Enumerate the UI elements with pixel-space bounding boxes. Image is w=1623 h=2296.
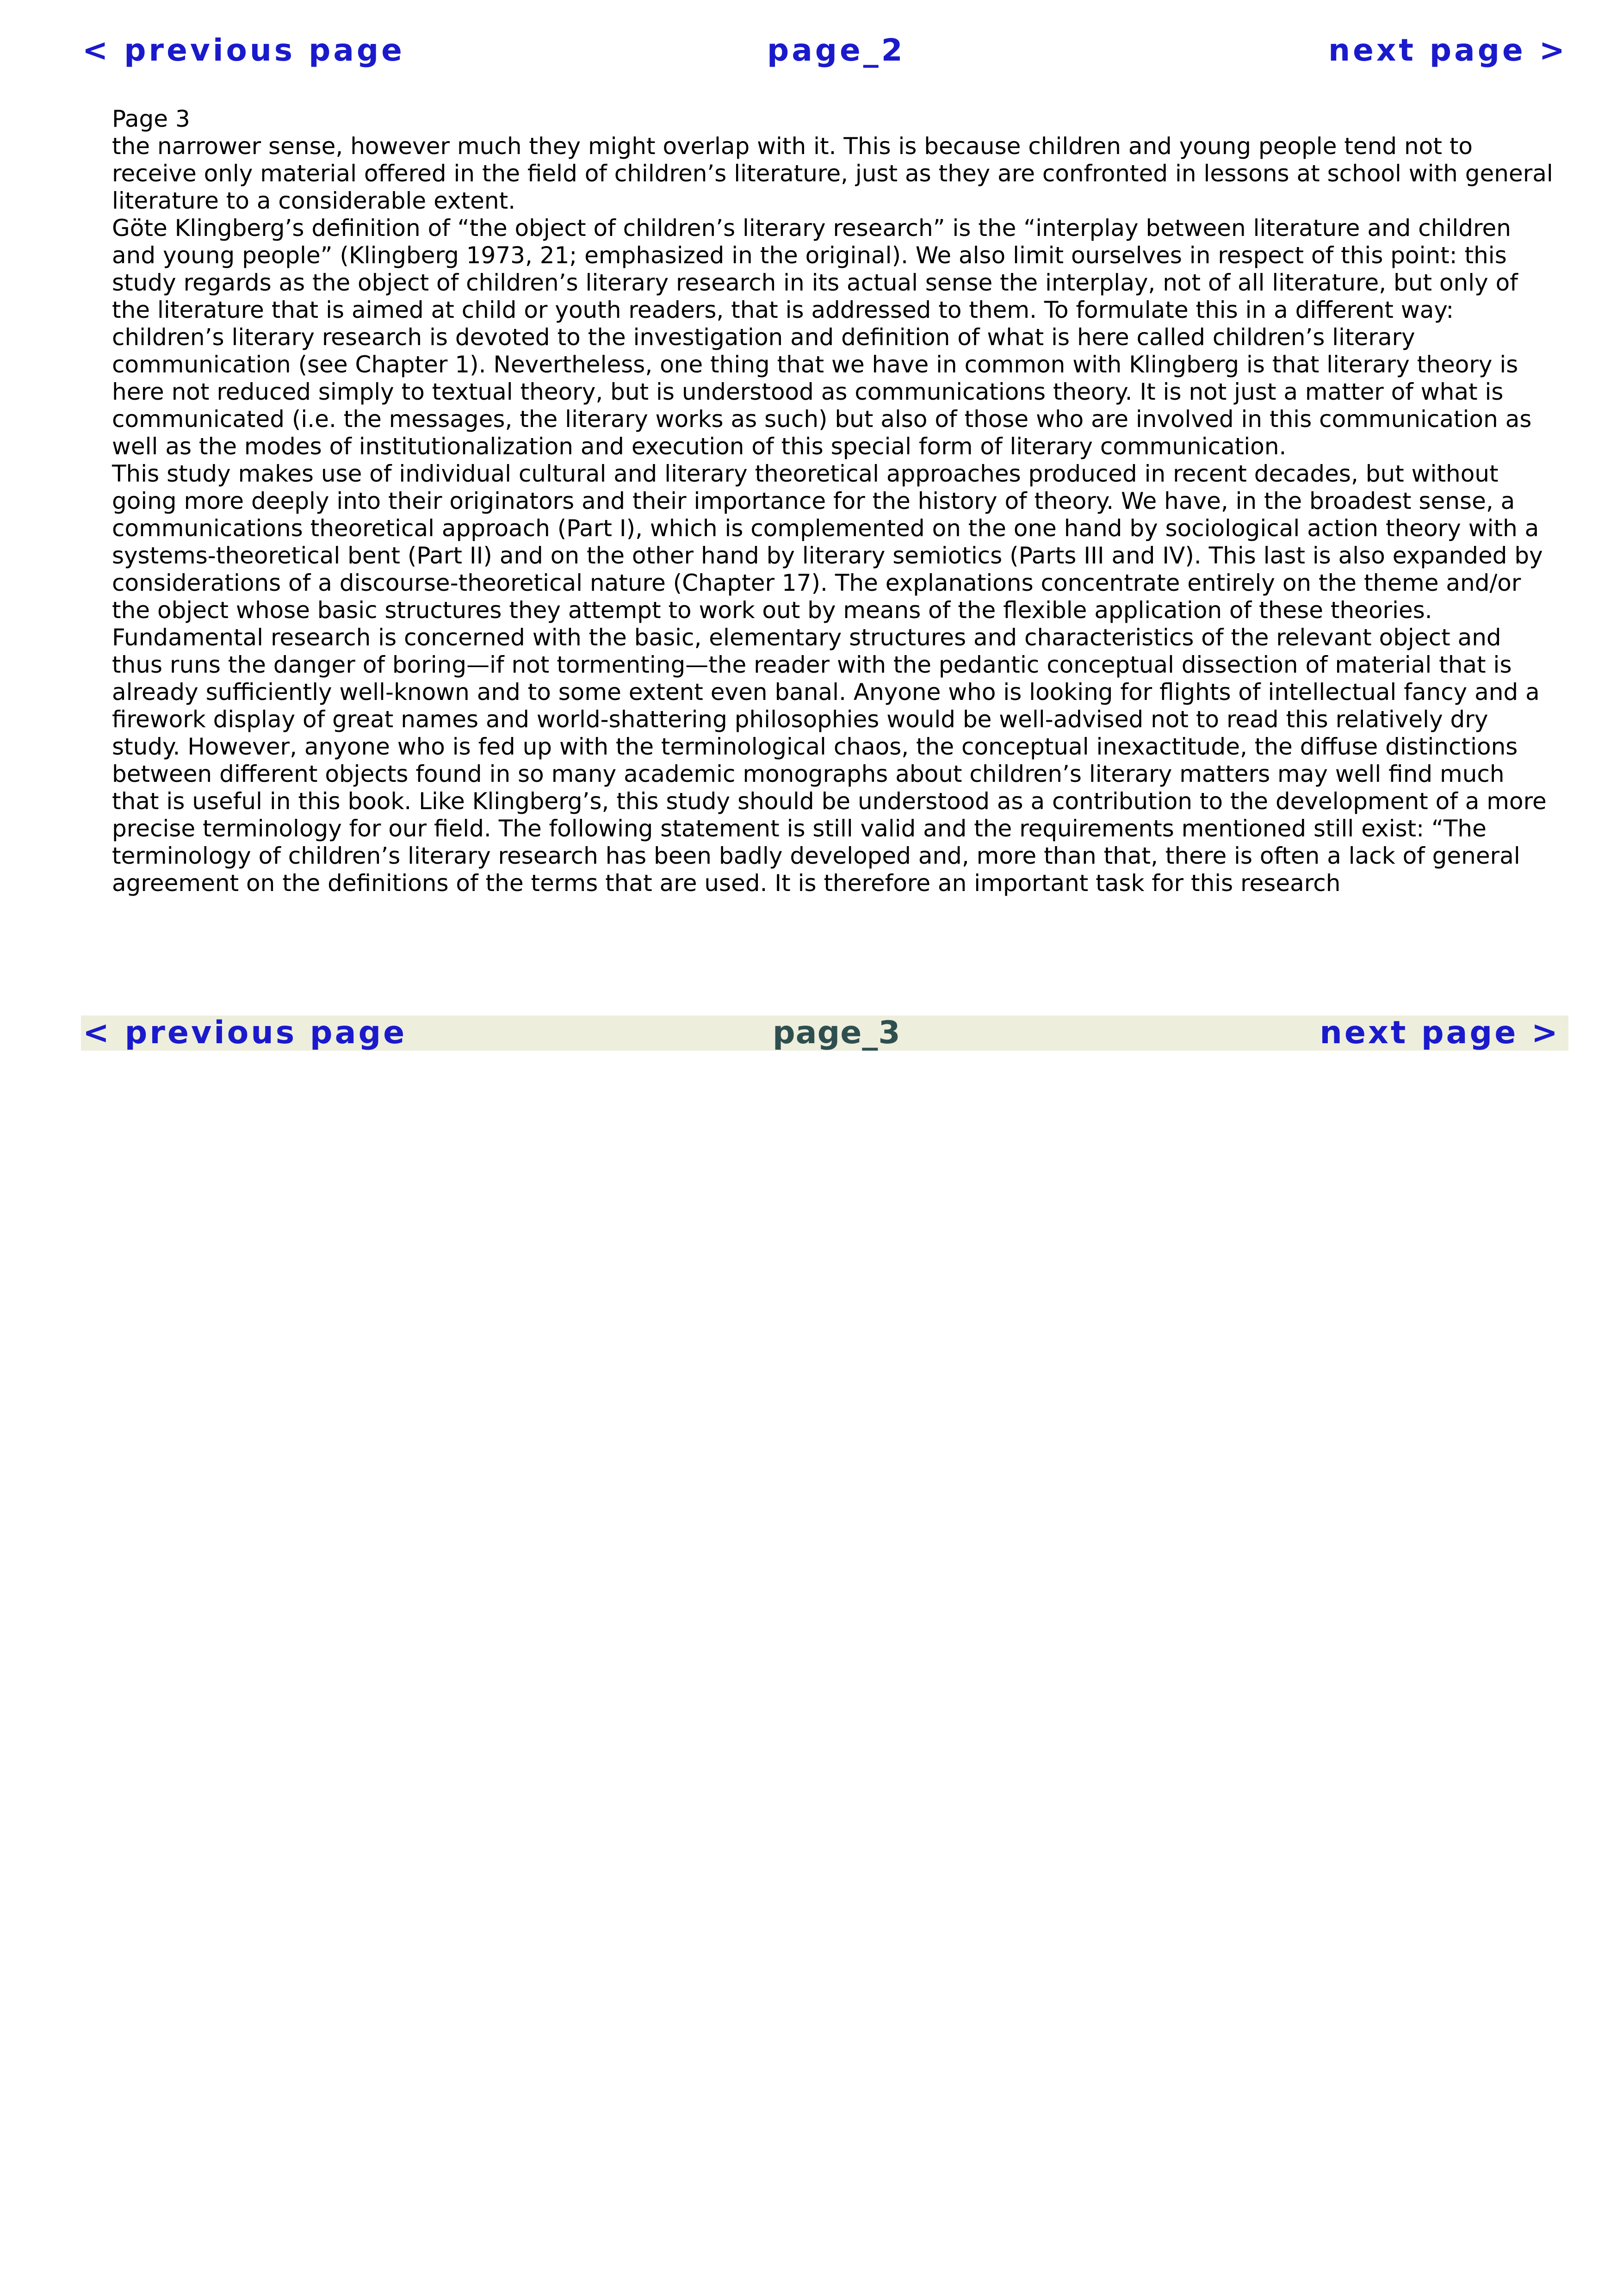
bottom-page-navigation xyxy=(81,1015,1568,1051)
page-number-label: Page 3 xyxy=(112,105,190,132)
current-page-label: page_3 xyxy=(773,1015,901,1051)
next-page-link[interactable]: next page > xyxy=(1319,1015,1560,1051)
top-current-page-label: page_2 xyxy=(767,32,905,68)
paragraph-2: Göte Klingberg’s definition of “the object of children’s literary research” is the “interplay between literature and children and young people” (Klingberg 1973, 21; emphasized in the original). We also limit ourselves in respect of this point: this study regards as the object of children’s literary research in its actual sense the interplay, not of all literature, but only of the literature that is aimed at child or youth readers, that is addressed to them. To formulate this in a different way: children’s literary research is devoted to the investigation and definition of what is here called children’s literary communication (see Chapter 1). Nevertheless, one thing that we have in common with Klingberg is that literary theory is here not reduced simply to textual theory, but is understood as communications theory. It is not just a matter of what is communicated (i.e. the messages, the literary works as such) but also of those who are involved in this communication as well as the modes of institutionalization and execution of this special form of literary communication. xyxy=(112,215,1532,460)
top-page-navigation xyxy=(82,32,1567,79)
previous-page-link[interactable]: < previous page xyxy=(83,1015,407,1051)
top-next-page-link[interactable]: next page > xyxy=(1328,32,1567,68)
paragraph-1: the narrower sense, however much they might overlap with it. This is because children and young people tend not to receive only material offered in the field of children’s literature, just as they are confronted in lessons at school with general literature to a considerable extent. xyxy=(112,133,1553,214)
page-content xyxy=(112,105,1558,897)
paragraph-3: This study makes use of individual cultural and literary theoretical approaches produced in recent decades, but without going more deeply into their originators and their importance for the history of theory. We have, in the broadest sense, a communications theoretical approach (Part I), which is complemented on the one hand by sociological action theory with a systems-theoretical bent (Part II) and on the other hand by literary semiotics (Parts III and IV). This last is also expanded by considerations of a discourse-theoretical nature (Chapter 17). The explanations concentrate entirely on the theme and/or the object whose basic structures they attempt to work out by means of the flexible application of these theories. xyxy=(112,460,1543,624)
top-page-navigation-clipped xyxy=(82,32,1567,79)
top-previous-page-link[interactable]: < previous page xyxy=(82,32,405,68)
paragraph-4: Fundamental research is concerned with the basic, elementary structures and characteristics of the relevant object and thus runs the danger of boring—if not tormenting—the reader with the pedantic conceptual dissection of material that is already sufficiently well-known and to some extent even banal. Anyone who is looking for flights of intellectual fancy and a firework display of great names and world-shattering philosophies would be well-advised not to read this relatively dry study. However, anyone who is fed up with the terminological chaos, the conceptual inexactitude, the diffuse distinctions between different objects found in so many academic monographs about children’s literary matters may well find much that is useful in this book. Like Klingberg’s, this study should be understood as a contribution to the development of a more precise terminology for our field. The following statement is still valid and the requirements mentioned still exist: “The terminology of children’s literary research has been badly developed and, more than that, there is often a lack of general agreement on the definitions of the terms that are used. It is therefore an important task for this research xyxy=(112,624,1547,897)
